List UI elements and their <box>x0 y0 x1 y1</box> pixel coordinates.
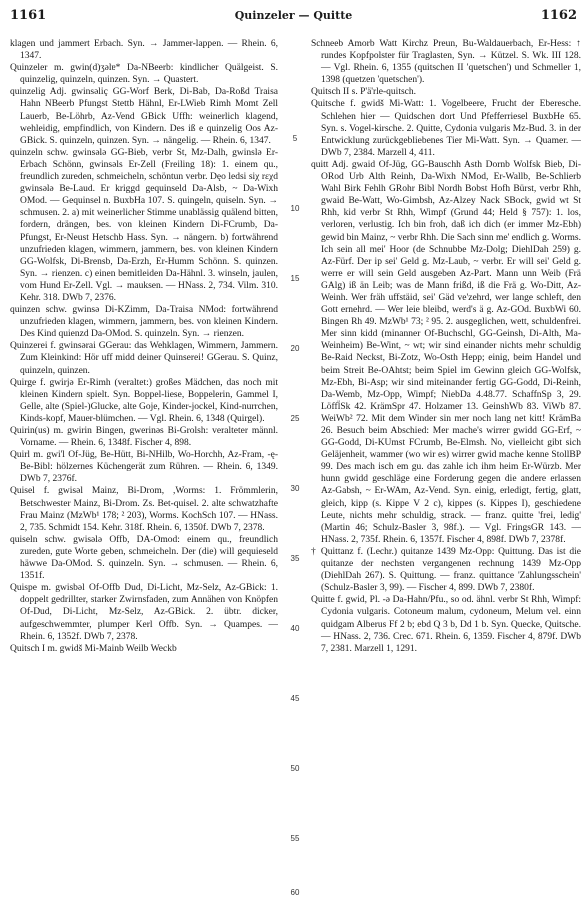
page-number-left: 1161 <box>10 8 47 23</box>
running-title: Quinzeler — Quitte <box>234 9 353 22</box>
entry-paragraph: quinzelig Adj. gwinsəliç GG-Worf Berk, Di-Bab, Da-Roßd Traisa Hahn NBeerb Pfungst Stettb Hähnl, Er-LWieb Rimh Momt Zell Lauerb, Be-Löhrb, Az-Vend GBick Uffh: weinerlich klagend, wehleidig, empfindlich, von Kindern. Des iß e quinzelig Oos Az-GBick. S. quinzeln, quinzen. Syn. → nängelig. — Rhein. 6, 1347. <box>10 87 278 146</box>
line-number: 15 <box>290 274 300 283</box>
entry-paragraph: Quitsch I m. gwidš Mi-Mainb Weilb Weckb <box>10 643 177 654</box>
entry-paragraph: † Quittanz f. (Lechr.) quitanze 1439 Mz-Opp: Quittung. Das ist die quitanze der nechsten vergangenen rechnung 1439 Mz-Opp (DiehlDah 267). S. Quittung. — franz. quittance 'Zahlungsschein' (Schulz-Basler 3, 99). — Fischer 4, 899. DWb 7, 2380f. <box>311 546 581 594</box>
line-number: 60 <box>290 888 300 897</box>
line-number: 5 <box>292 134 298 143</box>
entry-paragraph: Quitte f. gwid, Pl. -ə Da-Hahn/Pfu., so od. ähnl. verbr St Rhh, Wimpf: Cydonia vulgaris. Cotoneum malum, cydoneum, Melum vel. einn quidgam Alberus Ff 2 b; ebd Q 3 b, Dd 1 b. Syn. Quecke, Quitsche. — HNass. 2, 736. Crec. 671. Rhein. 6, 1359. Fischer 4, 879f. DWb 7, 2381. Marzell 1, 1291. <box>311 595 581 654</box>
left-column <box>10 38 278 904</box>
entry-paragraph: quitt Adj. gwaid Of-Jüg, GG-Bauschh Asth Dornb Wolfsk Bieb, Di-ORod Urb Alth Reinh, Da-Wixh NMod, Er-Wallb, Be-Schlierb Wahl Birk Fehlh GRohr Bibl Nordh Bobst Hofh Bürst, verbr Rhh, gwaid Be-Watt, Wo-Gimbsh, Az-Alzey Nack SBock, gwid wt St Rhh, kid verbr St Rhh, Wimpf (Grund 44; Held § 757): 1. los, verloren, verlustig. Ich bin froh, daß ich dich (er immer Mz-Ebh) gewid bin Mainz, ~ verbr Rhh. Die Sach sinn me' endlich g. Worms. Ich sein all mei' Hoor (de Schnubbe Mz-Dolg; DiehlDah 259) g. Az-Fürf. Der ip sei' Geld g. Mz-Laub, ~ verbr. Er will sei' Geld g. werre er will sein Geld ausgeben Az-Part. Mann unn Weib (Frä GAlg) iß än Leib; was de Mann frißd, iß die Frä g. Wo-Ditt, Az-Weinh. Wer fräh uffstäid, sei' Gäd ve'zehrd, wer lange schleft, den Gott ernehrd. — Wer leie bleibd, werd's ä g. Az-GOd. BuxbWi 60. Bingen Rh 49. MzWb¹ 73; ² 95. 2. ausgeglichen, wett, schuldenfrei. Mer sinn kidd (minanner Of-Buchschl, GG-Geinsh, Di-Alth, Ma-Weinheim) Be-Wint, ~ wt; wir sind einander nichts mehr schuldig Be-Raid Neckst, Bi-Zotz, Wo-Osth Hepp; einig, beim Handel und beim Streit Be-OAhtst; beim Spiel im Gewinn gleich GG-Wolfsk, Mz-Ebh, Bi-Asp; wir sind miteinander fertig GG-Godd, Di-Reinh, Da-Wemb, Mz-Opp, Wimpf; NiebDa 4.48.77. SchaffnSp 3, 29. Löffl̈Sk 42. KrämSpr 47. Holzamer 13. GeinshWb 83. ViWb 87. WeiWb² 72. Mit dem Winder sin mer noch lang net kitt! KrämBa 26. Besuch beim Abschied: Mer mache's wirrer gwidd GG-Erf, ~ GG-Godd, Di-KUmst FCrumb, Be-Elmsh. No, vielleicht gibt sich Geläjenheit, wammer (wo wir es) wirrer gwid mache kenne StollBP 99. Des mach isch em gu. das zahle ich ihm heim Er-Würzb. Mer hunn gwidd geschläge eine Forderung gegen die andere erlassen Az-Gabsh, ~ Er-WAm, Az-Vend. Syn. einig, erledigt, fertig, glatt, gleich, kipp (s. Kippe V 2 c), kippes (s. Kippes I), geschiedene Leute, nichts mehr schuldig, strack. — franz. quitte 'frei, ledig' (Martin 46; Schulz-Basler 3, 98f.). — Vgl. FringsGR 143. — HNass. 2, 735f. Rhein. 6, 1357f. Fischer 4, 898f. DWb 7, 2378f. <box>311 159 581 545</box>
line-number: 50 <box>290 764 300 773</box>
right-column <box>311 38 581 904</box>
page-header <box>10 8 577 30</box>
line-number-gutter <box>284 38 306 904</box>
line-number: 30 <box>290 484 300 493</box>
line-number: 25 <box>290 414 300 423</box>
entry-paragraph: Schneeb Amorb Watt Kirchz Preun, Bu-Waldauerbach, Er-Hess: ↑ rundes Kopfpolster für Traglasten, Syn. → Kützel. S. Wk. III 128. — Vgl. Rhein. 6, 1355 (quitschen II 'quetschen') und Schmeller 1, 1398 (quetzen 'quetschen'). <box>311 39 581 86</box>
entry-paragraph: Quinzeler m. gwin(d)ʒəlɐ* Da-NBeerb: kindlicher Quälgeist. S. quinzelig, quinzeln, quinzen. Syn. → Quastert. <box>10 63 278 86</box>
entry-paragraph: Quinzerei f. gwinsərai GGerau: das Wehklagen, Wimmern, Jammern. Zum Kleinkind: Hör uff midd deiner Quinserei! GGerau. S. Quinz, quinzeln, quinzen. <box>10 341 278 376</box>
page-number-right: 1162 <box>540 8 577 23</box>
entry-paragraph: Quitsche f. gwidš Mi-Watt: 1. Vogelbeere, Frucht der Eberesche. Schlehen hier — Quidschen dort Und Pfefferriesel BuxbHe 65. Syn. s. Vogel-kirsche. 2. Quitte, Cydonia vulgaris Mz-Bud. 3. in der Entwicklung zurückgebliebenes Tier Mi-Watt. Syn. → Quamer. — DWb 7, 2384. Marzell 4, 411. <box>311 99 581 158</box>
line-number: 20 <box>290 344 300 353</box>
line-number: 45 <box>290 694 300 703</box>
entry-paragraph: Quisel f. gwisəl Mainz, Bi-Drom, ,Worms: 1. Frömmlerin, Betschwester Mainz, Bi-Drom. Zs. Bet-quisel. 2. alte schwatzhafte Frau Mainz (MzWb¹ 178; ² 203), Worms. KochSch 107. — HNass. 2, 735. Schmidt 154. Kehr. 318f. Rhein. 6, 1350f. DWb 7, 2378. <box>10 486 278 533</box>
entry-paragraph: Quitsch II s. P'ä'rle-quitsch. <box>311 87 417 98</box>
line-number: 10 <box>290 204 300 213</box>
line-number: 55 <box>290 834 300 843</box>
entry-paragraph: quiseln schw. gwisələ Offb, DA-Omod: einem qu., freundlich zureden, gute Worte geben, schmeicheln. Der (die) will gequieseld häwwe Da-OMod. S. quinzeln. Syn. → schmusen. — Rhein. 6, 1351f. <box>10 534 278 582</box>
entry-paragraph: klagen und jammert Erbach. Syn. → Jammer-lappen. — Rhein. 6, 1347. <box>10 39 278 62</box>
line-number: 40 <box>290 624 300 633</box>
entry-paragraph: Quirge f. gwirjə Er-Rimh (veraltet:) großes Mädchen, das noch mit kleinen Kindern spielt. Syn. Boppel-liese, Boppelerin, Gammel I, Gelle, alte (Spiel-)Glucke, alte Goje, Kinder-jockel, Kind-nurrchen, Kinds-kopf, Mauer-blümchen. — Vgl. Rhein. 6, 1348 (Quirgel). <box>10 377 278 424</box>
entry-paragraph: quinzen schw. gwinsə Di-KZimm, Da-Traisa NMod: fortwährend unzufrieden klagen, wimmern, jammern, bes. von kleinen Kindern. Des Kind quienzd Da-OMod. S. quinzeln. Syn. → rienzen. <box>10 305 278 340</box>
entry-paragraph: Quirin(us) m. gwirin Bingen, gwerinəs Bi-Grolsh: veralteter männl. Vorname. — Rhein. 6, 1348f. Fischer 4, 898. <box>10 426 278 449</box>
entry-paragraph: quinzeln schw. gwinsələ GG-Bieb, verbr St, Mz-Dalh, gwinslə Er-Erbach Schönn, gwinsəls Er-Zell (Freiling 18): 1. einem qu., freundlich zureden, schmeicheln, schöntun verbr. Dęo ledsi siχ rɛχd gwinsələ Be-Laud. Er kriggd gequinseld Da-Alsb, ~ Da-Wixh OMod. — Gequinsel n. BuxbHa 107. S. quingeln, quiseln. Syn. → schmusen. 2. a) mit weinerlicher Stimme unablässig quälend bitten, fordern, drängen, bes. von kleinen Kindern Di-FCrumb, Da-Pfungst, Er-Neust Hetschb Hass. Syn. → nängern. b) fortwährend unzufrieden klagen, wimmern, jammern, bes. von kleinen Kindern GG-Wolfsk, Di-Brensb, Da-Erzh, Er-Humm Schönn. S. quinzen. Syn. → rienzen. c) einen bemitleiden Da-Hähnl. 3. winseln, jaulen, vom Hund Er-Zell. Vgl. → mauksen. — HNass. 2, 734. Vilm. 310. Kehr. 318. DWb 7, 2376. <box>10 147 278 303</box>
entry-paragraph: Quirl m. gwi'l Of-Jüg, Be-Hütt, Bi-NHilb, Wo-Horchh, Az-Fram, -ę- Be-Bibl: hölzernes Küchengerät zum Rühren. — Rhein. 6, 1349. DWb 7, 2376f. <box>10 450 278 485</box>
line-number: 35 <box>290 554 300 563</box>
entry-paragraph: Quispe m. gwisbəl Of-Offb Dud, Di-Licht, Mz-Selz, Az-GBick: 1. doppelt gedrillter, starker Zwirnsfaden, zum Annähen von Knöpfen Of-Dud, Di-Licht, Mz-Selz, Az-GBick. 2. übtr. dicker, aufgeschwemmter, plumper Kerl Offb. Syn. → Quampes. — Rhein. 6, 1352f. DWb 7, 2378. <box>10 583 278 642</box>
